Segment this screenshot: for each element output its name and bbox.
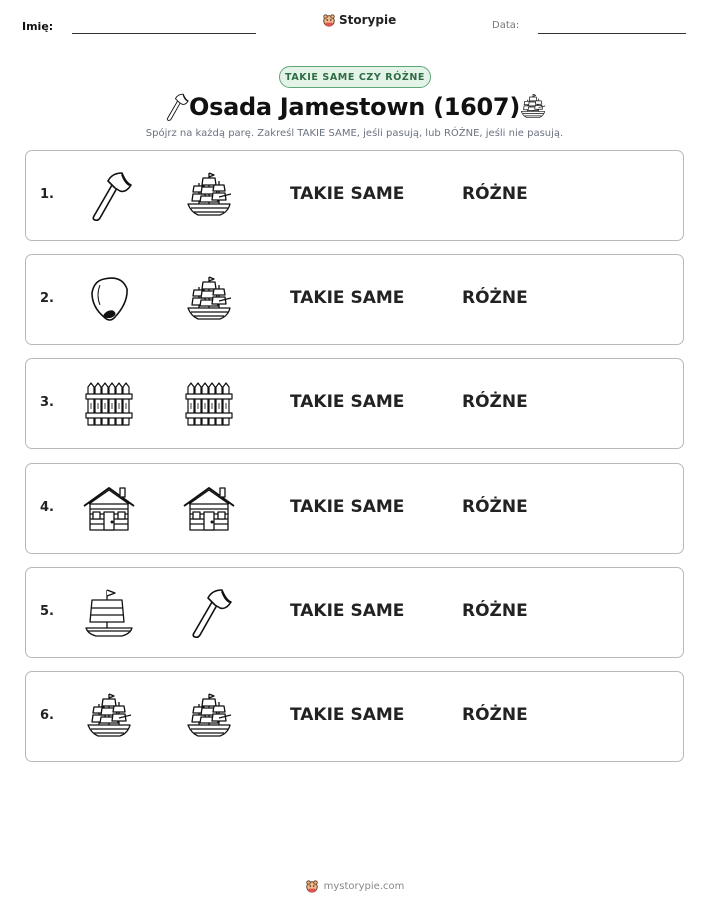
axe-icon	[82, 169, 136, 223]
footer-url: mystorypie.com	[323, 880, 405, 892]
date-field-line[interactable]	[538, 33, 686, 34]
exercise-row	[25, 671, 684, 762]
fence-icon	[182, 377, 236, 431]
row-number: 5.	[40, 604, 54, 619]
same-option[interactable]: TAKIE SAME	[290, 184, 405, 204]
exercise-row	[25, 254, 684, 345]
instructions: Spójrz na każdą parę. Zakreśl TAKIE SAME, jeśli pasują, lub RÓŻNE, jeśli nie pasują.	[145, 128, 564, 139]
brand	[322, 13, 396, 27]
log-cabin-icon	[82, 482, 136, 536]
same-option[interactable]: TAKIE SAME	[290, 601, 405, 621]
name-label: Imię:	[22, 20, 54, 33]
different-option[interactable]: RÓŻNE	[462, 705, 528, 725]
same-option[interactable]: TAKIE SAME	[290, 705, 405, 725]
storypie-logo-icon	[322, 13, 336, 27]
date-label: Data:	[492, 20, 520, 31]
fence-icon	[82, 377, 136, 431]
ship-icon	[182, 273, 236, 327]
exercise-row	[25, 150, 684, 241]
ship-icon	[82, 690, 136, 744]
storypie-logo-icon	[305, 879, 319, 893]
ship-icon	[518, 92, 548, 122]
row-number: 2.	[40, 291, 54, 306]
row-number: 3.	[40, 395, 54, 410]
title-row	[0, 90, 709, 126]
activity-badge: TAKIE SAME CZY RÓŻNE	[279, 66, 431, 88]
same-option[interactable]: TAKIE SAME	[290, 497, 405, 517]
row-number: 4.	[40, 500, 54, 515]
row-number: 6.	[40, 708, 54, 723]
page-title: Osada Jamestown (1607)	[188, 93, 521, 121]
different-option[interactable]: RÓŻNE	[462, 288, 528, 308]
different-option[interactable]: RÓŻNE	[462, 601, 528, 621]
ship-icon	[182, 690, 236, 744]
name-field-line[interactable]	[72, 33, 256, 34]
different-option[interactable]: RÓŻNE	[462, 184, 528, 204]
seed-icon	[82, 273, 136, 327]
sailboat-icon	[82, 586, 136, 640]
footer	[0, 879, 709, 893]
same-option[interactable]: TAKIE SAME	[290, 288, 405, 308]
brand-name: Storypie	[339, 13, 397, 27]
axe-icon	[182, 586, 236, 640]
exercise-row	[25, 358, 684, 449]
different-option[interactable]: RÓŻNE	[462, 392, 528, 412]
same-option[interactable]: TAKIE SAME	[290, 392, 405, 412]
ship-icon	[182, 169, 236, 223]
exercise-row	[25, 567, 684, 658]
worksheet-header	[0, 0, 709, 50]
exercise-row	[25, 463, 684, 554]
log-cabin-icon	[182, 482, 236, 536]
row-number: 1.	[40, 187, 54, 202]
different-option[interactable]: RÓŻNE	[462, 497, 528, 517]
